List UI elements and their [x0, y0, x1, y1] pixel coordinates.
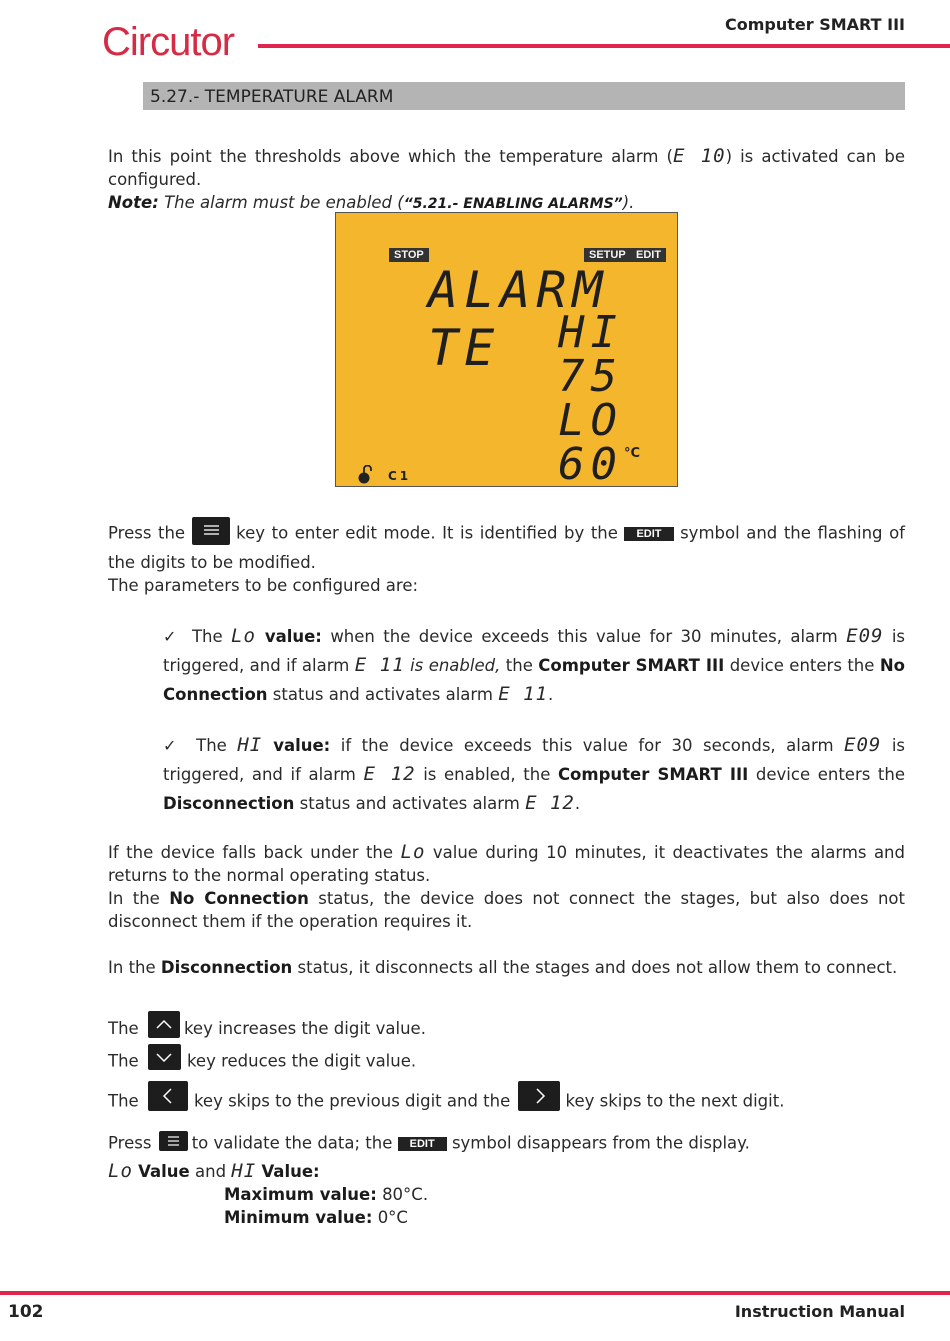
keys-text: key skips to the next digit.	[565, 1091, 785, 1111]
hi-text: if the device exceeds this value for 30 seconds, alarm	[330, 736, 845, 755]
lcd-display	[335, 212, 678, 490]
header-rule	[258, 44, 950, 48]
validate-text: and	[195, 1162, 227, 1181]
status-name: No Connection	[163, 656, 905, 704]
press-text: symbol and the flashing of the digits to be modified.	[108, 523, 905, 572]
fallback-text: status, the device does not connect the stages, but also does not disconnect them if the operation requires it.	[108, 889, 905, 931]
footer-title: Instruction Manual	[734, 1302, 905, 1321]
lo-text: is enabled,	[404, 656, 501, 675]
note-text: ).	[622, 193, 635, 212]
alarm-code: E 10	[672, 145, 726, 167]
no-connection-paragraph	[108, 887, 905, 933]
max-value-label: Maximum value:	[224, 1185, 377, 1204]
alarm-code: E 11	[498, 683, 548, 705]
key-up-line	[108, 1011, 426, 1048]
hi-text: The	[185, 736, 238, 755]
edit-indicator: EDIT	[631, 248, 666, 262]
hi-text: status and activates alarm	[294, 794, 526, 813]
lo-code: Lo	[400, 841, 426, 863]
keys-text: key increases the digit value.	[183, 1019, 426, 1038]
lo-text: The	[183, 627, 232, 646]
lo-code: Lo	[231, 625, 256, 647]
status-name: Disconnection	[160, 958, 293, 977]
lcd-line-1: ALARM TE	[428, 261, 609, 377]
lcd-line-2: HI	[558, 307, 623, 358]
brand-logo: Circutor	[102, 20, 235, 64]
edit-symbol: EDIT	[624, 527, 673, 541]
hi-text: is triggered, and if alarm	[163, 736, 906, 784]
lo-item	[163, 622, 905, 709]
key-down-line	[108, 1044, 416, 1080]
press-paragraph	[108, 517, 905, 597]
intro-paragraph	[108, 145, 905, 216]
fallback-paragraph	[108, 841, 905, 887]
alarm-code: E 12	[363, 763, 416, 785]
hi-text: is enabled, the	[415, 765, 558, 784]
validate-text: symbol disappears from the display.	[451, 1133, 750, 1153]
document-title: Computer SMART III	[725, 15, 905, 34]
page-number: 102	[8, 1302, 44, 1322]
value-label: Value:	[261, 1162, 320, 1181]
key-left-right-line	[108, 1081, 784, 1123]
channel-label: C1	[388, 469, 412, 483]
edit-symbol: EDIT	[398, 1137, 447, 1151]
note-text: The alarm must be enabled (	[158, 193, 404, 212]
alarm-code: E09	[844, 734, 882, 756]
alarm-code: E 12	[525, 792, 575, 814]
setup-indicator: SETUP	[584, 248, 631, 262]
validate-line	[108, 1131, 750, 1157]
note-label: Note:	[108, 193, 159, 212]
section-title: 5.27.- TEMPERATURE ALARM	[150, 87, 394, 107]
lo-label: value:	[255, 627, 322, 646]
fallback-text: In the	[108, 889, 170, 908]
hi-label: value:	[262, 736, 331, 755]
validate-text: to validate the data; the	[191, 1133, 393, 1153]
status-name: No Connection	[169, 889, 309, 908]
keys-text: The	[108, 1019, 139, 1038]
keys-text: The	[108, 1091, 139, 1111]
intro-text: In this point the thresholds above which the temperature alarm (	[108, 147, 673, 166]
menu-key-icon	[159, 1131, 188, 1151]
menu-key-icon	[192, 517, 230, 545]
fallback-text: value during 10 minutes, it deactivates the alarms and returns to the normal operating status.	[108, 843, 905, 885]
disconnection-paragraph	[108, 956, 905, 979]
hi-text: device enters the	[748, 765, 906, 784]
right-key-icon	[518, 1081, 560, 1111]
max-value-line	[224, 1183, 428, 1206]
device-name: Computer SMART III	[557, 765, 749, 784]
keys-text: key reduces the digit value.	[186, 1051, 417, 1071]
note-reference: “5.21.- ENABLING ALARMS”	[403, 196, 623, 212]
press-text: key to enter edit mode. It is identified by the	[229, 523, 625, 543]
lo-text: is triggered, and if alarm	[163, 627, 906, 675]
value-range-heading	[108, 1160, 320, 1183]
fallback-text: status, it disconnects all the stages and does not allow them to connect.	[292, 958, 898, 977]
fallback-text: In the	[108, 958, 161, 977]
fallback-text: If the device falls back under the	[108, 843, 401, 862]
hi-code: HI	[237, 734, 263, 756]
intro-text: ) is activated can be configured.	[108, 147, 905, 189]
min-value-label: Minimum value:	[224, 1208, 373, 1227]
lo-code: Lo	[108, 1160, 133, 1182]
lo-text: device enters the	[724, 656, 880, 675]
lo-text: .	[547, 685, 554, 704]
hi-code: HI	[231, 1160, 257, 1182]
alarm-code: E09	[846, 625, 884, 647]
up-key-icon	[148, 1011, 180, 1038]
lo-text: the	[500, 656, 539, 675]
check-icon: ✓	[163, 627, 180, 646]
keys-text: key skips to the previous digit and the	[193, 1091, 511, 1111]
max-value: 80°C.	[382, 1185, 429, 1204]
left-key-icon	[148, 1081, 188, 1111]
lock-icon	[356, 465, 374, 485]
press-text: Press the	[108, 523, 192, 543]
min-value: 0°C	[377, 1208, 408, 1227]
hi-item	[163, 731, 905, 818]
stop-indicator: STOP	[389, 248, 429, 262]
value-label: Value	[138, 1162, 190, 1181]
hi-text: .	[574, 794, 581, 813]
device-name: Computer SMART III	[538, 656, 725, 675]
status-name: Disconnection	[163, 794, 295, 813]
lo-text: status and activates alarm	[267, 685, 499, 704]
keys-text: The	[108, 1051, 139, 1071]
lcd-line-5: 60	[558, 439, 623, 490]
lo-text: when the device exceeds this value for 30 minutes, alarm	[321, 627, 847, 646]
alarm-code: E 11	[354, 654, 405, 676]
lcd-line-3: 75	[558, 351, 623, 402]
unit-label: °C	[624, 446, 641, 461]
check-icon: ✓	[163, 736, 182, 755]
parameters-heading: The parameters to be configured are:	[108, 576, 419, 595]
validate-text: Press	[108, 1133, 152, 1153]
footer-rule	[0, 1291, 950, 1295]
min-value-line	[224, 1206, 408, 1229]
lcd-line-4: LO	[558, 395, 623, 446]
down-key-icon	[148, 1044, 181, 1070]
